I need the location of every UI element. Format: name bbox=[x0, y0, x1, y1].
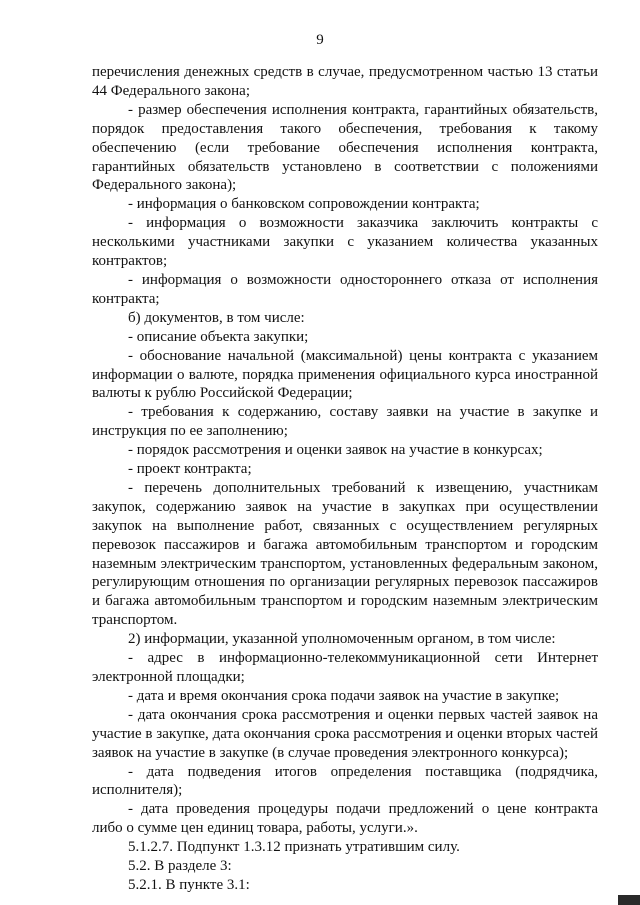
paragraph: 5.2.1. В пункте 3.1: bbox=[128, 876, 250, 893]
document-body bbox=[92, 63, 598, 895]
paragraph: - дата и время окончания срока подачи заявок на участие в закупке; bbox=[128, 687, 560, 704]
paragraph: - порядок рассмотрения и оценки заявок на участие в конкурсах; bbox=[128, 442, 543, 459]
paragraph: - обоснование начальной (максимальной) цены контракта с указанием информации о валюте, порядка применения официального курса иностранной валюты к рублю Российской Федерации; bbox=[92, 347, 598, 402]
paragraph: б) документов, в том числе: bbox=[128, 309, 305, 326]
paragraph: 2) информации, указанной уполномоченным органом, в том числе: bbox=[128, 631, 556, 648]
paragraph: - дата подведения итогов определения поставщика (подрядчика, исполнителя); bbox=[92, 763, 598, 799]
paragraph: - перечень дополнительных требований к извещению, участникам закупок, содержанию заявок на участие в закупках при осуществлении закупок на выполнение работ, связанных с осуществлением регулярных перевозок пассажиров и багажа автомобильным транспортом и городским наземным электрическим транспортом, установленных федеральным законом, регулирующим отношения по организации регулярных перевозок пассажиров и багажа автомобильным транспортом и городским наземным электрическим транспортом. bbox=[92, 479, 598, 629]
scan-corner-mark bbox=[618, 895, 640, 905]
paragraph: - информация о банковском сопровождении контракта; bbox=[128, 196, 480, 213]
paragraph: 5.1.2.7. Подпункт 1.3.12 признать утратившим силу. bbox=[128, 839, 460, 856]
paragraph: - дата окончания срока рассмотрения и оценки первых частей заявок на участие в закупке, дата окончания срока рассмотрения и оценки вторых частей заявок на участие в закупке (в случае проведения электронного конкурса); bbox=[92, 706, 598, 761]
paragraph: - адрес в информационно-телекоммуникационной сети Интернет электронной площадки; bbox=[92, 650, 598, 685]
paragraph: перечисления денежных средств в случае, предусмотренном частью 13 статьи 44 Федерального закона; bbox=[92, 64, 598, 99]
paragraph: - описание объекта закупки; bbox=[128, 328, 309, 345]
paragraph: 5.2. В разделе 3: bbox=[128, 858, 232, 875]
paragraph: - дата проведения процедуры подачи предложений о цене контракта либо о сумме цен единиц товара, работы, услуги.». bbox=[92, 801, 598, 837]
paragraph: - информация о возможности заказчика заключить контракты с несколькими участниками закупки с указанием количества указанных контрактов; bbox=[92, 215, 598, 270]
paragraph: - информация о возможности одностороннего отказа от исполнения контракта; bbox=[92, 271, 598, 307]
page-number: 9 bbox=[316, 32, 324, 48]
paragraph: - проект контракта; bbox=[128, 461, 252, 478]
paragraph: - требования к содержанию, составу заявки на участие в закупке и инструкция по ее заполнению; bbox=[92, 404, 598, 440]
paragraph: - размер обеспечения исполнения контракта, гарантийных обязательств, порядок предоставления такого обеспечения, требования к такому обеспечению (если требование обеспечения исполнения контракта, гарантийных обязательств установлено в соответствии с положениями Федерального закона); bbox=[92, 101, 598, 194]
